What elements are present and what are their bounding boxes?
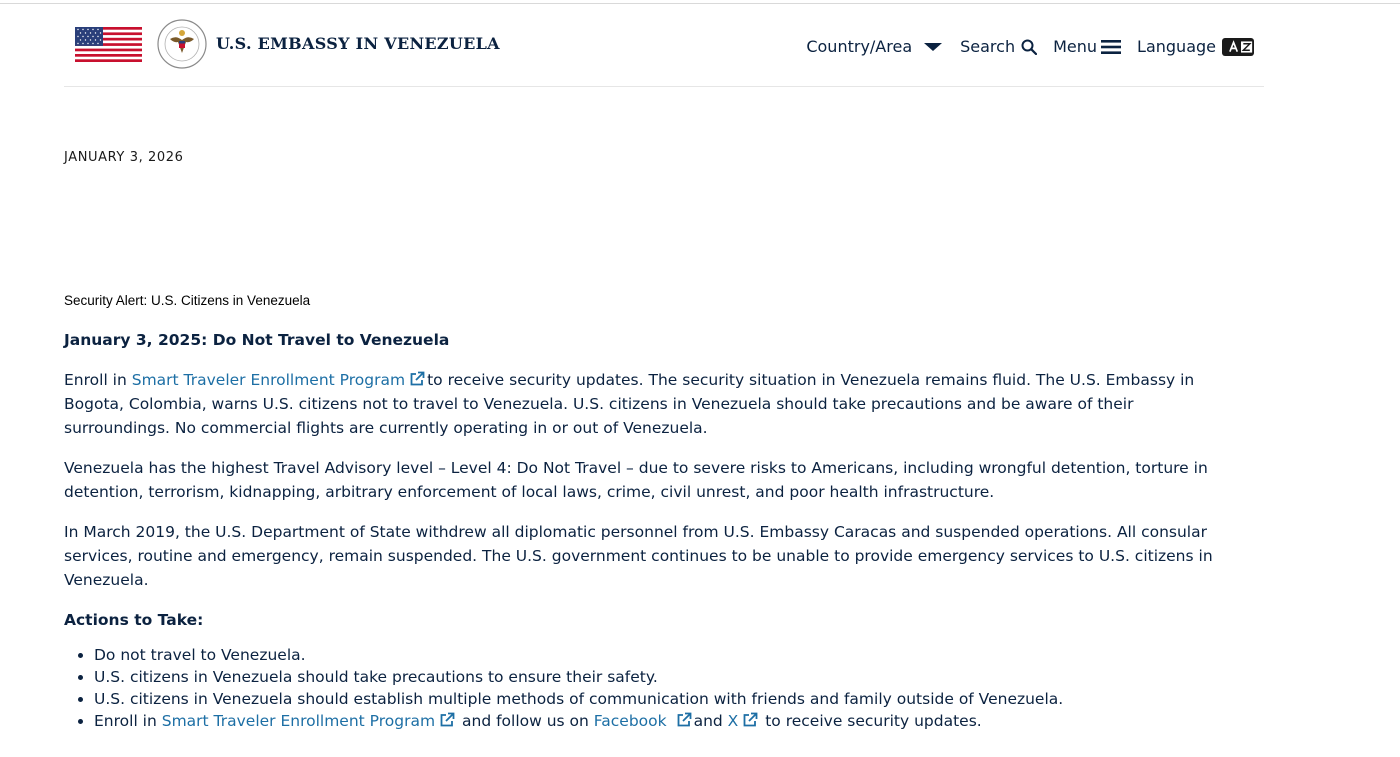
language-label: Language [1137, 37, 1216, 56]
site-header [64, 4, 1264, 87]
menu-button[interactable] [1053, 37, 1121, 56]
article-body [64, 328, 1239, 732]
external-link-icon[interactable] [439, 712, 455, 728]
smart-traveler-link[interactable]: Smart Traveler Enrollment Program [131, 371, 406, 389]
search-label: Search [960, 37, 1016, 56]
external-link-icon[interactable] [409, 371, 425, 387]
country-area-dropdown[interactable] [806, 37, 944, 56]
list-item: • U.S. citizens in Venezuela should take precautions to ensure their safety. [94, 666, 1239, 688]
external-link-icon[interactable] [742, 712, 758, 728]
language-translate-icon [1222, 38, 1254, 56]
caret-down-icon [922, 41, 944, 53]
x-link[interactable]: X [727, 712, 739, 730]
menu-label: Menu [1053, 37, 1098, 56]
language-button[interactable] [1137, 37, 1254, 56]
article-heading: January 3, 2025: Do Not Travel to Venezuela [64, 331, 450, 349]
facebook-link[interactable]: Facebook [593, 712, 667, 730]
us-flag-icon[interactable] [75, 27, 142, 62]
last-action-t3: and [693, 712, 728, 730]
search-button[interactable] [960, 37, 1037, 56]
p1-after: to receive security updates. The security situation in Venezuela remains fluid. The U.S. Embassy in Bogota, Colombia, warns U.S. citizens not to travel to Venezuela. U.S. citizens in Venezuela should take precautions and be aware of their surroundings. No commercial flights are currently operating in or out of Venezuela. [64, 371, 1195, 437]
p1-before: Enroll in [64, 371, 132, 389]
list-item: • Do not travel to Venezuela. [94, 644, 1239, 666]
last-action-t4: to receive security updates. [760, 712, 982, 730]
alert-category-label: Security Alert: U.S. Citizens in Venezuela [64, 293, 311, 308]
embassy-seal-icon[interactable] [157, 19, 207, 69]
actions-heading: Actions to Take: [64, 611, 204, 629]
country-area-label: Country/Area [806, 37, 913, 56]
paragraph-advisory: Venezuela has the highest Travel Advisory level – Level 4: Do Not Travel – due to severe risks to Americans, including wrongful detention, torture in detention, terrorism, kidnapping, arbitrary enforcement of local laws, crime, civil unrest, and poor health infrastructure. [64, 459, 1208, 501]
paragraph-enroll [64, 368, 1239, 440]
list-item: • U.S. citizens in Venezuela should establish multiple methods of communication with friends and family outside of Venezuela. [94, 688, 1239, 710]
search-icon [1021, 39, 1037, 55]
post-date: JANUARY 3, 2026 [64, 150, 184, 165]
last-action-t2: and follow us on [457, 712, 594, 730]
actions-list [64, 644, 1239, 732]
last-action-t1: Enroll in [94, 712, 162, 730]
list-item [94, 710, 1239, 732]
smart-traveler-link-2[interactable]: Smart Traveler Enrollment Program [161, 712, 436, 730]
external-link-icon[interactable] [676, 712, 692, 728]
site-title[interactable]: U.S. EMBASSY IN VENEZUELA [216, 34, 500, 53]
hamburger-menu-icon [1101, 39, 1121, 55]
paragraph-operations: In March 2019, the U.S. Department of State withdrew all diplomatic personnel from U.S. Embassy Caracas and suspended operations. All consular services, routine and emergency, remain suspended. The U.S. government continues to be unable to provide emergency services to U.S. citizens in Venezuela. [64, 523, 1213, 589]
main-nav [790, 37, 1254, 56]
